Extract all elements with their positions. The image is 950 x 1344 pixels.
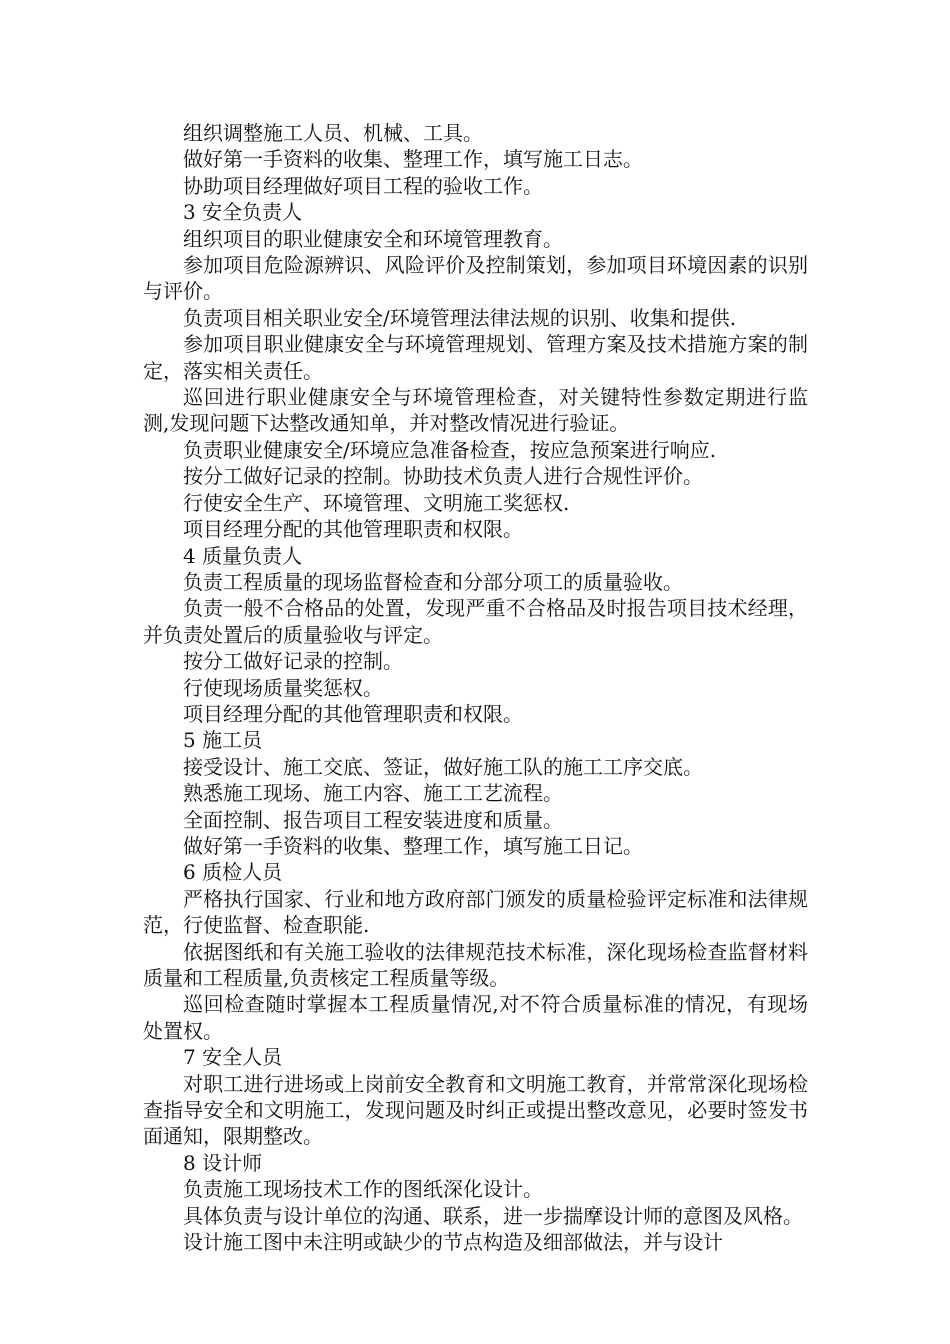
paragraph: 设计施工图中未注明或缺少的节点构造及细部做法，并与设计: [183, 1230, 723, 1255]
paragraph: 按分工做好记录的控制。: [183, 649, 403, 674]
paragraph: 协助项目经理做好项目工程的验收工作。: [183, 173, 543, 198]
paragraph: 依据图纸和有关施工验收的法律规范技术标准，深化现场检查监督材料质量和工程质量,负责核定工程质量等级。: [143, 939, 808, 990]
paragraph: 行使现场质量奖惩权。: [183, 675, 383, 700]
paragraph: 项目经理分配的其他管理职责和权限。: [183, 701, 523, 726]
paragraph: 接受设计、施工交底、签证，做好施工队的施工工序交底。: [183, 754, 703, 779]
paragraph: 做好第一手资料的收集、整理工作，填写施工日志。: [183, 147, 643, 172]
paragraph: 负责一般不合格品的处置，发现严重不合格品及时报告项目技术经理，并负责处置后的质量验收与评定。: [143, 596, 808, 647]
paragraph: 巡回检查随时掌握本工程质量情况,对不符合质量标准的情况，有现场处置权。: [143, 992, 808, 1043]
paragraph: 组织调整施工人员、机械、工具。: [183, 121, 483, 145]
paragraph: 全面控制、报告项目工程安装进度和质量。: [183, 807, 563, 832]
paragraph: 对职工进行进场或上岗前安全教育和文明施工教育，并常常深化现场检查指导安全和文明施工，发现问题及时纠正或提出整改意见，必要时签发书面通知，限期整改。: [143, 1071, 808, 1149]
section-heading: 8 设计师: [183, 1150, 263, 1175]
paragraph: 行使安全生产、环境管理、文明施工奖惩权.: [183, 490, 570, 515]
paragraph: 组织项目的职业健康安全和环境管理教育。: [183, 226, 563, 251]
section-heading: 5 施工员: [183, 728, 263, 753]
section-heading: 7 安全人员: [183, 1045, 283, 1070]
paragraph: 参加项目职业健康安全与环境管理规划、管理方案及技术措施方案的制定，落实相关责任。: [143, 332, 808, 383]
paragraph: 负责工程质量的现场监督检查和分部分项工的质量验收。: [183, 569, 683, 594]
paragraph: 巡回进行职业健康安全与环境管理检查，对关键特性参数定期进行监测,发现问题下达整改通知单，并对整改情况进行验证。: [143, 385, 808, 436]
section-heading: 6 质检人员: [183, 860, 283, 885]
paragraph: 按分工做好记录的控制。协助技术负责人进行合规性评价。: [183, 464, 703, 489]
paragraph: 负责项目相关职业安全/环境管理法律法规的识别、收集和提供.: [183, 305, 737, 330]
paragraph: 项目经理分配的其他管理职责和权限。: [183, 517, 523, 542]
document-body: [143, 120, 808, 1255]
paragraph: 参加项目危险源辨识、风险评价及控制策划，参加项目环境因素的识别与评价。: [143, 253, 808, 304]
paragraph: 严格执行国家、行业和地方政府部门颁发的质量检验评定标准和法律规范，行使监督、检查职能.: [143, 886, 808, 938]
paragraph: 负责施工现场技术工作的图纸深化设计。: [183, 1177, 543, 1202]
paragraph: 熟悉施工现场、施工内容、施工工艺流程。: [183, 781, 563, 806]
paragraph: 做好第一手资料的收集、整理工作，填写施工日记。: [183, 833, 643, 858]
paragraph: 负责职业健康安全/环境应急准备检查，按应急预案进行响应.: [183, 437, 717, 462]
section-heading: 4 质量负责人: [183, 543, 303, 568]
section-heading: 3 安全负责人: [183, 200, 303, 225]
paragraph: 具体负责与设计单位的沟通、联系，进一步揣摩设计师的意图及风格。: [183, 1203, 803, 1228]
